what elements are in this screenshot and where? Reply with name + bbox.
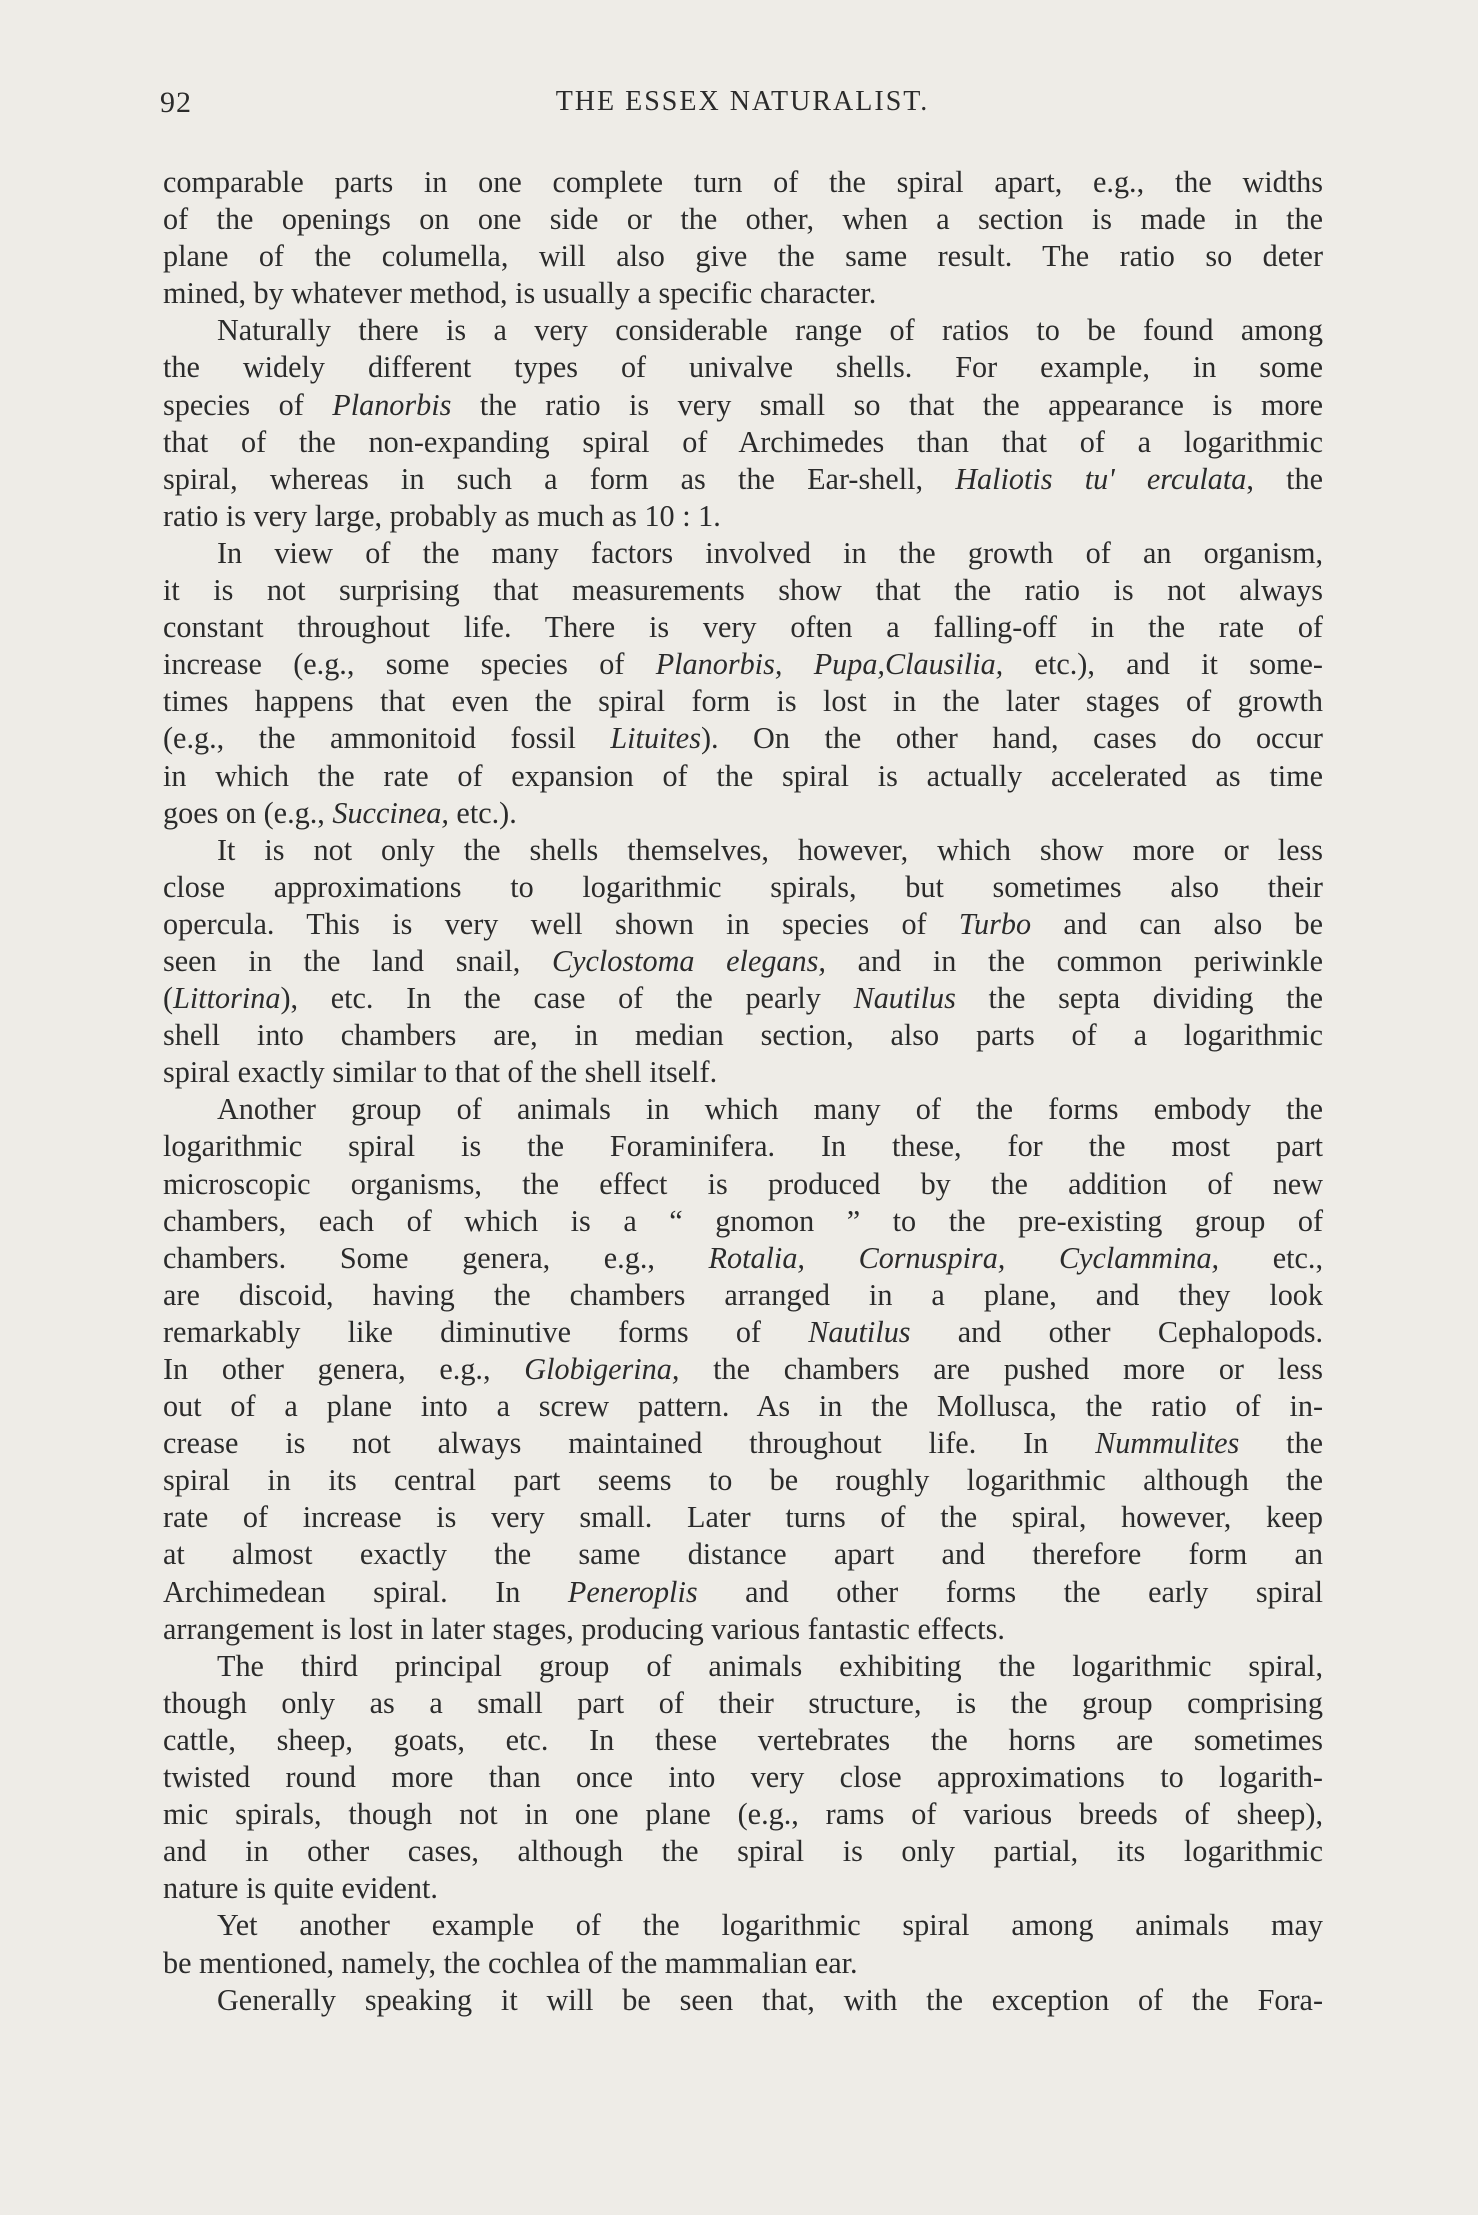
italic-term: Turbo [958, 906, 1032, 941]
text-line [163, 1388, 1323, 1425]
text-line [163, 1759, 1323, 1796]
italic-term: Succinea, [332, 795, 449, 830]
text-line [163, 1091, 1323, 1128]
italic-term: Nummulites [1095, 1426, 1240, 1461]
text-segment: In view of the many factors involved in the growth of an organism, [217, 535, 1323, 570]
text-line [163, 1574, 1323, 1611]
text-segment: In other genera, e.g., [163, 1352, 525, 1386]
text-segment: ), etc. In the case of the pearly [280, 981, 854, 1016]
text-segment: rate of increase is very small. Later turns of the spiral, however, keep [163, 1500, 1323, 1535]
text-segment: The third principal group of animals exhibiting the logarithmic spiral, [217, 1648, 1323, 1683]
text-line [163, 1685, 1323, 1722]
text-segment: shell into chambers are, in median section, also parts of a logarithmic [163, 1018, 1323, 1053]
text-line [163, 1907, 1323, 1944]
text-segment: twisted round more than once into very close approximations to logarith- [163, 1760, 1323, 1795]
text-line [163, 943, 1323, 980]
text-line [163, 1536, 1323, 1573]
text-segment: crease is not always maintained throughout life. In [163, 1426, 1096, 1461]
text-line [163, 1499, 1323, 1536]
text-line [163, 1351, 1323, 1388]
text-line [163, 980, 1323, 1017]
text-segment: that of the non-expanding spiral of Archimedes than that of a logarithmic [163, 424, 1323, 459]
text-segment: in which the rate of expansion of the spiral is actually accelerated as time [163, 758, 1323, 793]
text-segment: cattle, sheep, goats, etc. In these vertebrates the horns are sometimes [163, 1722, 1323, 1757]
text-segment: at almost exactly the same distance apart and therefore form an [163, 1537, 1323, 1572]
text-segment: the [1239, 1426, 1324, 1461]
text-line [163, 1945, 1323, 1982]
text-segment: and other Cephalopods. [910, 1314, 1324, 1349]
text-segment: Archimedean spiral. In [163, 1574, 568, 1609]
italic-term: Rotalia, Cornuspira, Cyclammina, [708, 1240, 1220, 1275]
text-segment: etc.), and it some- [1003, 647, 1323, 682]
text-line [163, 646, 1323, 683]
italic-term: Lituites [610, 721, 701, 756]
text-line [163, 1128, 1323, 1165]
text-line [163, 349, 1323, 386]
text-line [163, 498, 1323, 535]
text-line [163, 609, 1323, 646]
text-segment: remarkably like diminutive forms of [163, 1314, 809, 1349]
page-number: 92 [160, 86, 192, 119]
text-line [163, 1982, 1323, 2019]
text-line [163, 795, 1323, 832]
body-text [163, 164, 1323, 2019]
text-segment: chambers, each of which is a “ gnomon ” to the pre-existing group of [163, 1203, 1323, 1238]
text-segment: opercula. This is very well shown in species of [163, 906, 959, 941]
text-line [163, 1203, 1323, 1240]
text-line [163, 275, 1323, 312]
text-segment: etc., [1219, 1240, 1323, 1275]
text-segment: ratio is very large, probably as much as 10 : 1. [163, 498, 721, 533]
text-line [163, 535, 1323, 572]
text-line [163, 869, 1323, 906]
text-segment: and in other cases, although the spiral is only partial, its logarithmic [163, 1834, 1323, 1869]
text-segment: It is not only the shells themselves, however, which show more or less [217, 832, 1323, 867]
text-line [163, 201, 1323, 238]
text-segment: it is not surprising that measurements show that the ratio is not always [163, 573, 1323, 608]
text-segment: seen in the land snail, [163, 943, 552, 978]
text-segment: mined, by whatever method, is usually a specific character. [163, 276, 877, 311]
text-segment: of the openings on one side or the other, when a section is made in the [163, 202, 1323, 237]
text-segment: and in the common periwinkle [825, 943, 1323, 978]
text-line [163, 758, 1323, 795]
text-segment: are discoid, having the chambers arranged in a plane, and they look [163, 1277, 1323, 1312]
text-segment: close approximations to logarithmic spirals, but sometimes also their [163, 869, 1323, 904]
text-line [163, 1166, 1323, 1203]
text-segment: spiral exactly similar to that of the shell itself. [163, 1055, 718, 1090]
text-segment: times happens that even the spiral form is lost in the later stages of growth [163, 684, 1323, 719]
italic-term: Nautilus [808, 1314, 911, 1349]
text-line [163, 1833, 1323, 1870]
italic-term: Nautilus [853, 981, 956, 1016]
text-line [163, 1017, 1323, 1054]
text-line [163, 1722, 1323, 1759]
text-segment: plane of the columella, will also give the same result. The ratio so deter [163, 239, 1323, 274]
text-segment: (e.g., the ammonitoid fossil [163, 721, 611, 756]
text-line [163, 720, 1323, 757]
text-line [163, 1425, 1323, 1462]
text-line [163, 683, 1323, 720]
text-line [163, 1870, 1323, 1907]
text-line [163, 1314, 1323, 1351]
text-segment: the septa dividing the [955, 981, 1323, 1016]
text-segment: Generally speaking it will be seen that, with the exception of the Fora- [217, 1982, 1323, 2017]
text-segment: microscopic organisms, the effect is produced by the addition of new [163, 1166, 1323, 1201]
text-segment: constant throughout life. There is very often a falling-off in the rate of [163, 610, 1323, 645]
text-line [163, 1054, 1323, 1091]
italic-term: Peneroplis [567, 1574, 698, 1609]
italic-term: Planorbis, Pupa,Clausilia, [655, 647, 1004, 682]
text-segment: though only as a small part of their structure, is the group comprising [163, 1685, 1323, 1720]
text-segment: logarithmic spiral is the Foraminifera. In these, for the most part [163, 1129, 1323, 1164]
text-line [163, 906, 1323, 943]
text-line [163, 832, 1323, 869]
text-segment: etc.). [448, 795, 517, 830]
text-segment: the chambers are pushed more or less [679, 1352, 1323, 1386]
text-segment: out of a plane into a screw pattern. As in the Mollusca, the ratio of in- [163, 1389, 1323, 1424]
text-segment: comparable parts in one complete turn of the spiral apart, e.g., the widths [163, 165, 1323, 199]
text-line [163, 238, 1323, 275]
text-segment: goes on (e.g., [163, 795, 333, 830]
text-segment: species of [163, 387, 333, 422]
text-segment: be mentioned, namely, the cochlea of the mammalian ear. [163, 1945, 858, 1980]
text-segment: Naturally there is a very considerable range of ratios to be found among [217, 313, 1323, 348]
page-header [160, 86, 1325, 126]
italic-term: Globigerina, [524, 1352, 680, 1386]
text-line [163, 312, 1323, 349]
text-line [163, 164, 1323, 201]
text-line [163, 1796, 1323, 1833]
text-segment: increase (e.g., some species of [163, 647, 656, 682]
text-segment: , the [1246, 461, 1323, 496]
text-segment: nature is quite evident. [163, 1871, 438, 1906]
text-segment: mic spirals, though not in one plane (e.g., rams of various breeds of sheep), [163, 1797, 1323, 1832]
italic-term: Cyclostoma elegans, [551, 943, 826, 978]
italic-term: Littorina [173, 981, 281, 1016]
text-segment: the ratio is very small so that the appearance is more [451, 387, 1323, 422]
text-line [163, 1648, 1323, 1685]
text-line [163, 424, 1323, 461]
text-line [163, 1462, 1323, 1499]
text-segment: ). On the other hand, cases do occur [700, 721, 1323, 756]
text-segment: spiral in its central part seems to be roughly logarithmic although the [163, 1463, 1323, 1498]
text-line [163, 1277, 1323, 1314]
text-segment: the widely different types of univalve shells. For example, in some [163, 350, 1323, 385]
text-segment: spiral, whereas in such a form as the Ear-shell, [163, 461, 956, 496]
text-segment: and other forms the early spiral [697, 1574, 1323, 1609]
text-segment: and can also be [1031, 906, 1323, 941]
italic-term: Planorbis [332, 387, 452, 422]
text-segment: arrangement is lost in later stages, producing various fantastic effects. [163, 1611, 1005, 1646]
text-line [163, 1611, 1323, 1648]
text-line [163, 572, 1323, 609]
text-line [163, 461, 1323, 498]
text-segment: ( [163, 981, 174, 1016]
italic-term: Haliotis tu' erculata [955, 461, 1247, 496]
running-title: THE ESSEX NATURALIST. [555, 86, 930, 117]
text-line [163, 387, 1323, 424]
text-segment: chambers. Some genera, e.g., [163, 1240, 709, 1275]
text-segment: Another group of animals in which many of the forms embody the [217, 1092, 1323, 1127]
text-line [163, 1240, 1323, 1277]
text-segment: Yet another example of the logarithmic spiral among animals may [217, 1908, 1323, 1943]
